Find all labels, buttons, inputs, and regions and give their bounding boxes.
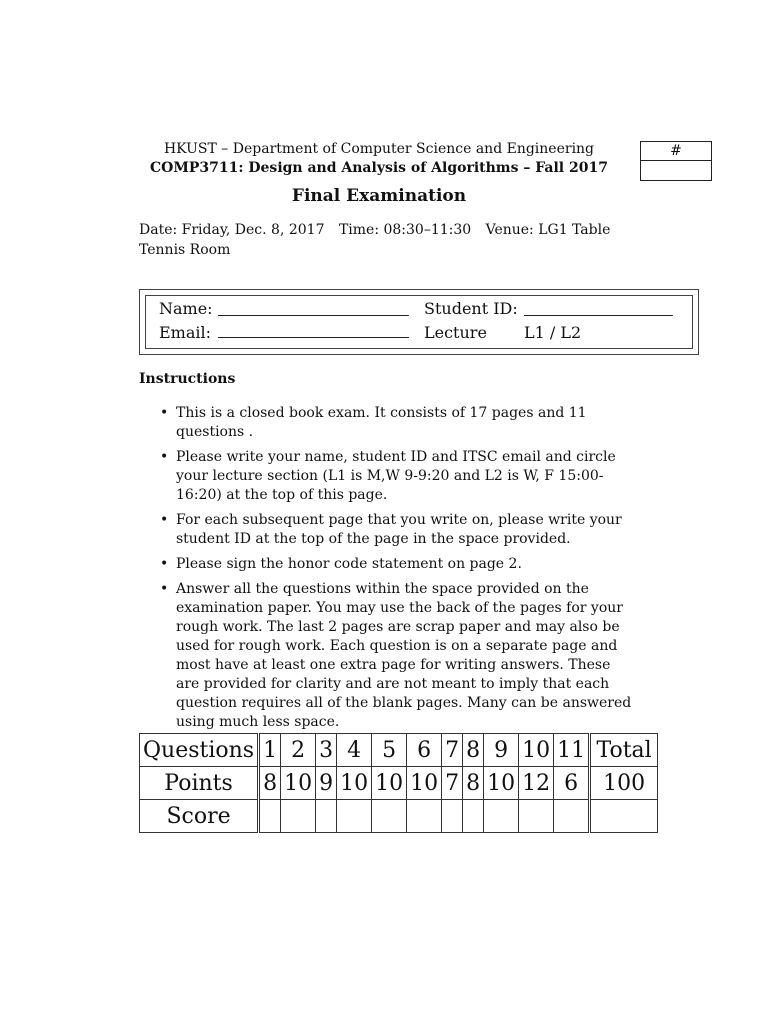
question-number: 11 (554, 734, 590, 767)
bullet-icon: • (160, 556, 169, 572)
grade-table (139, 733, 658, 833)
student-id-field[interactable] (524, 315, 673, 316)
total-points: 100 (590, 767, 658, 800)
score-row-label: Score (140, 800, 259, 833)
score-cell[interactable] (407, 800, 442, 833)
bullet-icon: • (160, 512, 169, 528)
exam-meta (139, 220, 639, 260)
score-cell[interactable] (463, 800, 484, 833)
question-number: 7 (442, 734, 463, 767)
instruction-item (160, 580, 632, 732)
score-cell[interactable] (281, 800, 316, 833)
bullet-icon: • (160, 449, 169, 465)
department-line: HKUST – Department of Computer Science and Engineering (163, 141, 595, 157)
instruction-item (160, 404, 632, 442)
question-number: 2 (281, 734, 316, 767)
score-cell[interactable] (554, 800, 590, 833)
score-row (140, 800, 658, 833)
instruction-text: Please write your name, student ID and ITSC email and circle your lecture section (L1 is M,W 9-9:20 and L2 is W, F 15:00-16:20) at the top of this page. (176, 449, 616, 503)
exam-number-field[interactable] (641, 161, 711, 180)
points-row (140, 767, 658, 800)
question-number: 5 (372, 734, 407, 767)
name-field[interactable] (218, 315, 409, 316)
student-info-inner-border (145, 295, 693, 349)
exam-title: Final Examination (291, 186, 467, 206)
questions-row (140, 734, 658, 767)
points-row-label: Points (140, 767, 259, 800)
score-cell[interactable] (316, 800, 337, 833)
total-label: Total (590, 734, 658, 767)
exam-number-label: # (641, 142, 711, 161)
questions-row-label: Questions (140, 734, 259, 767)
question-number: 9 (484, 734, 519, 767)
student-id-label: Student ID: (424, 299, 518, 318)
score-cell[interactable] (372, 800, 407, 833)
question-number: 3 (316, 734, 337, 767)
name-label: Name: (159, 299, 213, 318)
question-points: 7 (442, 767, 463, 800)
score-cell[interactable] (519, 800, 554, 833)
email-label: Email: (159, 323, 212, 342)
instruction-item (160, 555, 632, 574)
question-points: 9 (316, 767, 337, 800)
instruction-text: Please sign the honor code statement on page 2. (176, 556, 522, 572)
question-number: 1 (259, 734, 281, 767)
student-info-box (139, 289, 699, 355)
instructions-list (160, 404, 632, 738)
question-number: 10 (519, 734, 554, 767)
instruction-text: For each subsequent page that you write on, please write your student ID at the top of the page in the space provided. (176, 512, 622, 547)
bullet-icon: • (160, 581, 169, 597)
score-cell[interactable] (442, 800, 463, 833)
exam-number-box (640, 141, 712, 181)
question-number: 6 (407, 734, 442, 767)
question-points: 10 (484, 767, 519, 800)
score-cell[interactable] (259, 800, 281, 833)
exam-venue: Venue: LG1 Table Tennis Room (139, 222, 611, 258)
question-points: 10 (337, 767, 372, 800)
bullet-icon: • (160, 405, 169, 421)
instruction-item (160, 511, 632, 549)
instruction-text: This is a closed book exam. It consists of 17 pages and 11 questions . (176, 405, 587, 440)
question-points: 8 (463, 767, 484, 800)
question-number: 4 (337, 734, 372, 767)
instructions-heading: Instructions (139, 371, 236, 387)
question-points: 10 (372, 767, 407, 800)
question-number: 8 (463, 734, 484, 767)
score-cell[interactable] (337, 800, 372, 833)
question-points: 10 (281, 767, 316, 800)
question-points: 6 (554, 767, 590, 800)
lecture-options[interactable]: L1 / L2 (524, 323, 582, 342)
score-cell[interactable] (484, 800, 519, 833)
instruction-item (160, 448, 632, 505)
total-score-cell[interactable] (590, 800, 658, 833)
course-title: COMP3711: Design and Analysis of Algorithms – Fall 2017 (150, 160, 608, 176)
instruction-text: Answer all the questions within the space provided on the examination paper. You may use the back of the pages for your rough work. The last 2 pages are scrap paper and may also be used for rough work. Each question is on a separate page and most have at least one extra page for writing answers. These are provided for clarity and are not meant to imply that each question requires all of the blank pages. Many can be answered using much less space. (176, 581, 632, 730)
question-points: 12 (519, 767, 554, 800)
email-field[interactable] (218, 337, 409, 338)
exam-date: Date: Friday, Dec. 8, 2017 (139, 222, 325, 238)
lecture-label: Lecture (424, 323, 487, 342)
exam-time: Time: 08:30–11:30 (338, 222, 472, 238)
question-points: 10 (407, 767, 442, 800)
question-points: 8 (259, 767, 281, 800)
